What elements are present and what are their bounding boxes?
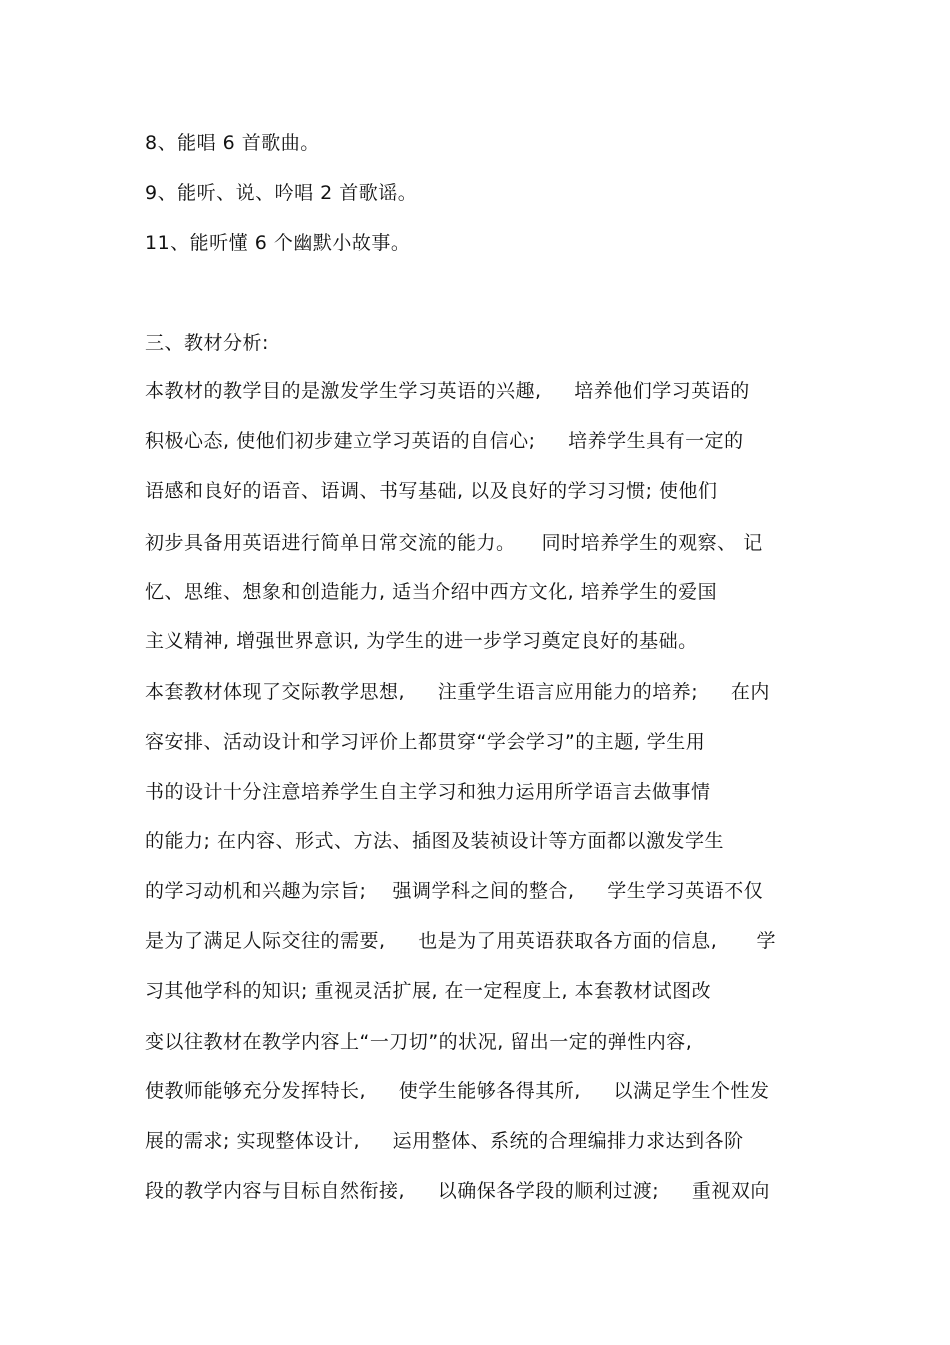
body-line: 段的教学内容与目标自然衔接, 以确保各学段的顺利过渡; 重视双向 <box>145 1180 770 1202</box>
list-item-8: 8、能唱 6 首歌曲。 <box>145 132 320 154</box>
section-heading: 三、教材分析: <box>145 332 269 354</box>
body-line: 使教师能够充分发挥特长, 使学生能够各得其所, 以满足学生个性发 <box>145 1080 770 1102</box>
body-line: 变以往教材在教学内容上“一刀切”的状况, 留出一定的弹性内容, <box>145 1031 693 1053</box>
list-item-11: 11、能听懂 6 个幽默小故事。 <box>145 232 411 254</box>
body-line: 忆、思维、想象和创造能力, 适当介绍中西方文化, 培养学生的爱国 <box>145 581 718 603</box>
body-line: 的能力; 在内容、形式、方法、插图及装祯设计等方面都以激发学生 <box>145 830 724 852</box>
list-item-9: 9、能听、说、吟唱 2 首歌谣。 <box>145 182 418 204</box>
body-line: 的学习动机和兴趣为宗旨; 强调学科之间的整合, 学生学习英语不仅 <box>145 880 764 902</box>
body-line: 习其他学科的知识; 重视灵活扩展, 在一定程度上, 本套教材试图改 <box>145 980 712 1002</box>
body-line: 展的需求; 实现整体设计, 运用整体、系统的合理编排力求达到各阶 <box>145 1130 744 1152</box>
body-line: 本套教材体现了交际教学思想, 注重学生语言应用能力的培养; 在内 <box>145 681 770 703</box>
body-line: 积极心态, 使他们初步建立学习英语的自信心; 培养学生具有一定的 <box>145 430 744 452</box>
body-line: 容安排、活动设计和学习评价上都贯穿“学会学习”的主题, 学生用 <box>145 731 706 753</box>
body-line: 主义精神, 增强世界意识, 为学生的进一步学习奠定良好的基础。 <box>145 630 698 652</box>
body-line: 初步具备用英语进行简单日常交流的能力。 同时培养学生的观察、 记 <box>145 532 763 554</box>
body-line: 是为了满足人际交往的需要, 也是为了用英语获取各方面的信息, 学 <box>145 930 777 952</box>
body-line: 书的设计十分注意培养学生自主学习和独力运用所学语言去做事情 <box>145 781 711 803</box>
body-line: 语感和良好的语音、语调、书写基础, 以及良好的学习习惯; 使他们 <box>145 480 718 502</box>
body-line: 本教材的教学目的是激发学生学习英语的兴趣, 培养他们学习英语的 <box>145 380 750 402</box>
